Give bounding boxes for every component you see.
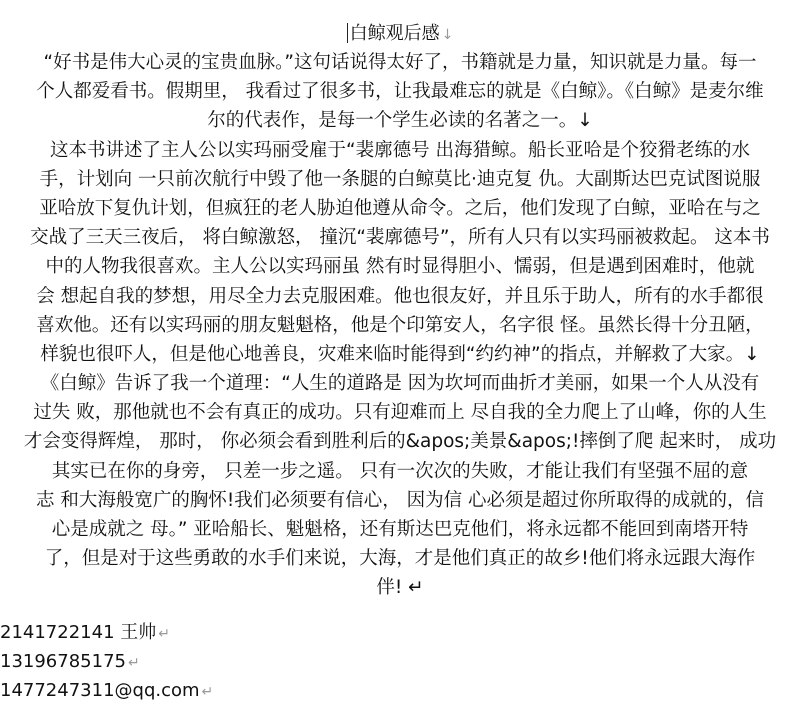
text-line: 了，但是对于这些勇敢的水手们来说，大海，才是他们真正的故乡!他们将永远跟大海作 — [44, 548, 756, 570]
text-line: 这本书讲述了主人公以实玛丽受雇于“裴廓德号 出海猎鲸。船长亚哈是个狡猾老练的水 — [50, 139, 750, 161]
text-line: 才会变得辉煌， 那时， 你必须会看到胜利后的&apos;美景&apos;!摔倒了爬 起来时， 成功 — [23, 431, 777, 453]
student-id-name: 2141722141 王帅 — [0, 622, 157, 643]
text-cursor — [347, 23, 348, 43]
student-id-name-line[interactable] — [0, 618, 800, 647]
return-mark: ↵ — [158, 626, 170, 642]
paragraph-mark: ↓ — [441, 27, 454, 43]
text-line: 过失 败，那他就也不会有真正的成功。只有迎难而上 尽自我的全力爬上了山峰，你的人生 — [33, 402, 767, 424]
email-line[interactable] — [0, 676, 800, 705]
phone-line[interactable] — [0, 647, 800, 676]
text-line: 样貌也很吓人，但是他心地善良，灾难来临时能得到“约约神”的指点，并解救了大家。↓ — [40, 343, 760, 365]
contact-block — [0, 618, 800, 705]
document-title[interactable]: 白鲸观后感 — [349, 23, 440, 44]
text-line: 尔的代表作，是每一个学生必读的名著之一。↓ — [207, 110, 593, 132]
text-line: 《白鲸》告诉了我一个道理：“人生的道路是 因为坎坷而曲折才美丽，如果一个人从没有 — [40, 373, 760, 395]
return-mark: ↵ — [201, 684, 214, 700]
text-line: 喜欢他。还有以实玛丽的朋友魁魁格，他是个印第安人，名字很 怪。虽然长得十分丑陋， — [36, 314, 764, 336]
phone-number: 13196785175 — [0, 651, 126, 672]
return-mark: ↵ — [127, 655, 140, 671]
document-title-line — [0, 20, 800, 49]
text-line: 亚哈放下复仇计划，但疯狂的老人胁迫他遵从命令。之后，他们发现了白鲸，亚哈在与之 — [39, 197, 761, 219]
text-line: “好书是伟大心灵的宝贵血脉。”这句话说得太好了，书籍就是力量，知识就是力量。每一 — [43, 52, 757, 73]
text-line: 伴! ↵ — [376, 577, 424, 599]
email-address: 1477247311@qq.com — [0, 680, 200, 701]
text-line: 志 和大海般宽广的胸怀!我们必须要有信心， 因为信 心必须是超过你所取得的成就的，信 — [35, 489, 765, 511]
text-line: 交战了三天三夜后， 将白鲸激怒， 撞沉“裴廓德号”，所有人只有以实玛丽被救起。 这本书 — [30, 227, 770, 249]
essay-body[interactable] — [3, 48, 797, 603]
text-line: 中的人物我很喜欢。主人公以实玛丽虽 然有时显得胆小、懦弱，但是遇到困难时，他就 — [45, 256, 755, 278]
text-line: 心是成就之 母。” 亚哈船长、魁魁格，还有斯达巴克他们，将永远都不能回到南塔开特 — [51, 519, 749, 540]
text-line: 个人都爱看书。假期里， 我看过了很多书，让我最难忘的就是《白鲸》。《白鲸》是麦尔维 — [36, 81, 764, 103]
text-line: 手，计划向 一只前次航行中毁了他一条腿的白鲸莫比·迪克复 仇。大副斯达巴克试图说服 — [39, 168, 761, 190]
text-line: 会 想起自我的梦想，用尽全力去克服困难。他也很友好，并且乐于助人，所有的水手都很 — [36, 285, 764, 307]
text-line: 其实已在你的身旁， 只差一步之遥。 只有一次次的失败，才能让我们有坚强不屈的意 — [51, 460, 749, 482]
